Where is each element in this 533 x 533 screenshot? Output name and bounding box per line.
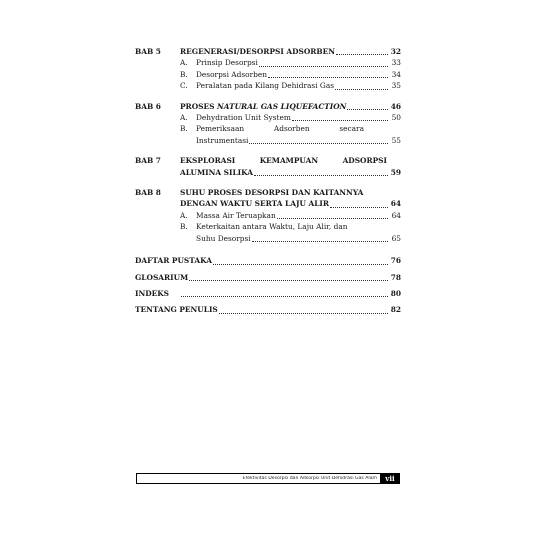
back-matter-entry — [135, 288, 401, 299]
section-letter: A. — [180, 58, 188, 68]
chapter-title-line2: DENGAN WAKTU SERTA LAJU ALIR — [180, 199, 330, 209]
chapter-title: PROSES NATURAL GAS LIQUEFACTION — [180, 101, 347, 111]
leader-dots — [219, 312, 388, 314]
chapter-7-heading-continued — [135, 167, 401, 178]
section-letter: A. — [180, 210, 188, 220]
chapter-6-heading — [135, 101, 401, 112]
leader-dots — [249, 142, 388, 144]
section-entry — [135, 69, 401, 80]
page-number: 59 — [390, 167, 401, 177]
chapter-label: BAB 6 — [135, 101, 161, 111]
page-number: 33 — [391, 58, 401, 68]
section-entry — [135, 210, 401, 221]
chapter-title-line2: ALUMINA SILIKA — [180, 167, 253, 177]
chapter-label: BAB 7 — [135, 156, 161, 166]
section-title: Keterkaitan antara Waktu, Laju Alir, dan — [196, 222, 348, 232]
page-number: 78 — [390, 272, 401, 282]
chapter-title: EKSPLORASI KEMAMPUAN ADSORPSI — [180, 156, 387, 166]
footer-book-title: Efektivitas Desorpsi dan Adsorpsi Unit Dehidrasi Gas Alam — [242, 476, 377, 481]
back-matter-title: TENTANG PENULIS — [135, 305, 218, 315]
table-of-contents — [135, 46, 401, 316]
footer-page-number: vii — [380, 473, 400, 484]
leader-dots — [254, 174, 388, 176]
section-entry — [135, 112, 401, 123]
page-number: 65 — [391, 233, 401, 243]
chapter-7-heading — [135, 155, 401, 166]
back-matter-title: INDEKS — [135, 288, 170, 298]
chapter-title-italic: NATURAL GAS LIQUEFACTION — [217, 101, 347, 111]
section-entry — [135, 221, 401, 232]
back-matter-entry — [135, 304, 401, 315]
leader-dots — [292, 119, 388, 121]
page-number: 64 — [391, 210, 401, 220]
chapter-8-heading — [135, 187, 401, 198]
leader-dots — [189, 279, 388, 281]
leader-dots — [259, 65, 388, 67]
section-letter: B. — [180, 222, 188, 232]
section-entry — [135, 123, 401, 134]
page-number: 82 — [390, 305, 401, 315]
chapter-8-heading-continued — [135, 198, 401, 209]
section-entry — [135, 80, 401, 91]
section-letter: C. — [180, 81, 188, 91]
page-number: 64 — [390, 199, 401, 209]
leader-dots — [335, 88, 388, 90]
section-title: Dehydration Unit System — [196, 113, 291, 123]
leader-dots — [252, 240, 388, 242]
page-footer — [136, 473, 400, 484]
page-number: 50 — [391, 113, 401, 123]
chapter-label: BAB 5 — [135, 47, 161, 56]
leader-dots — [347, 108, 388, 110]
leader-dots — [277, 217, 388, 219]
page-number: 80 — [390, 288, 401, 298]
leader-dots — [181, 295, 388, 297]
section-title-line2: Instrumentasi — [196, 135, 249, 145]
section-title-line2: Suhu Desorpsi — [196, 233, 251, 243]
section-title: Desorpsi Adsorben — [196, 69, 268, 79]
section-entry-continued — [135, 135, 401, 146]
leader-dots — [330, 206, 388, 208]
back-matter-title: DAFTAR PUSTAKA — [135, 256, 212, 266]
back-matter-entry — [135, 272, 401, 283]
page-number: 55 — [391, 135, 401, 145]
chapter-label: BAB 8 — [135, 188, 161, 198]
chapter-title: REGENERASI/DESORPSI ADSORBEN — [180, 47, 336, 56]
page-number: 76 — [390, 256, 401, 266]
page-number: 34 — [391, 69, 401, 79]
page-number: 32 — [390, 47, 401, 56]
section-letter: B. — [180, 69, 188, 79]
page-number: 46 — [390, 101, 401, 111]
leader-dots — [213, 263, 388, 265]
section-title: Peralatan pada Kilang Dehidrasi Gas — [196, 81, 335, 91]
back-matter-entry — [135, 255, 401, 266]
leader-dots — [268, 76, 388, 78]
chapter-title: SUHU PROSES DESORPSI DAN KAITANNYA — [180, 188, 364, 198]
leader-dots — [336, 53, 388, 55]
section-title: Massa Air Teruapkan — [196, 210, 276, 220]
section-entry-continued — [135, 233, 401, 244]
section-entry — [135, 57, 401, 68]
section-title: Pemeriksaan Adsorben secara — [196, 124, 364, 134]
page-number: 35 — [391, 81, 401, 91]
section-letter: B. — [180, 124, 188, 134]
chapter-5-heading — [135, 46, 401, 57]
section-letter: A. — [180, 113, 188, 123]
back-matter-title: GLOSARIUM — [135, 272, 189, 282]
section-title: Prinsip Desorpsi — [196, 58, 258, 68]
